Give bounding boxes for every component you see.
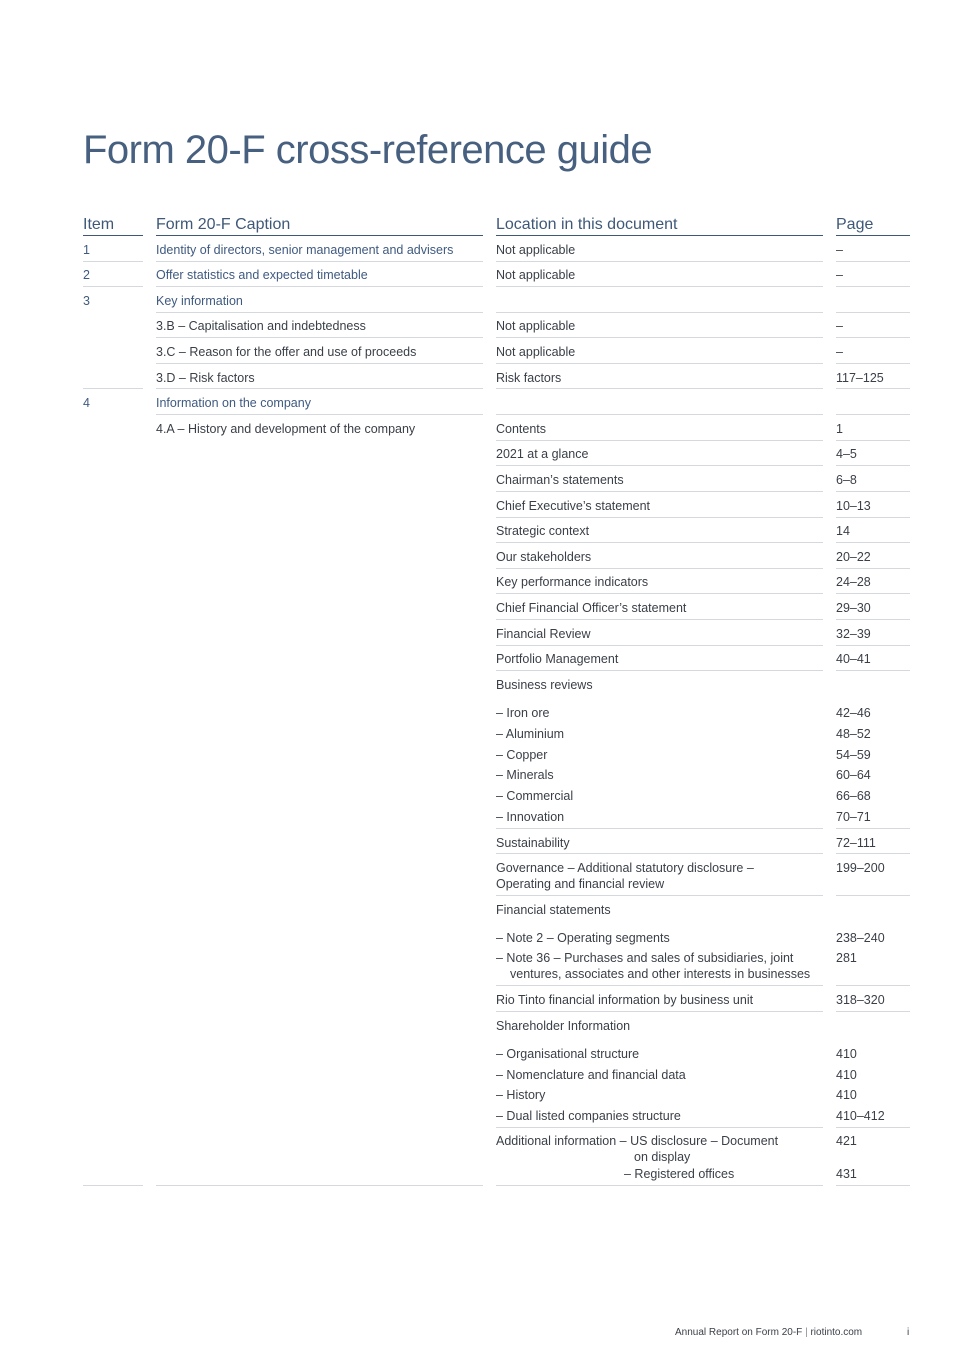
footer-text: [675, 1327, 862, 1338]
row-divider: [836, 593, 910, 594]
item-number: 2: [83, 268, 90, 282]
location-cell: Strategic context: [496, 524, 590, 538]
table-bottom-rule: [496, 1185, 823, 1186]
footer-separator: |: [805, 1327, 808, 1338]
location-cell: Governance – Additional statutory disclosure –: [496, 861, 754, 875]
row-divider: [496, 440, 823, 441]
header-caption: Form 20-F Caption: [156, 216, 483, 236]
row-divider: [496, 363, 823, 364]
page-cell: 60–64: [836, 768, 871, 782]
page-cell: 42–46: [836, 706, 871, 720]
page-cell: 72–111: [836, 836, 876, 850]
page-cell: 281: [836, 951, 857, 965]
page-cell: 70–71: [836, 810, 871, 824]
location-cell: Not applicable: [496, 268, 576, 282]
item-number: 4: [83, 396, 90, 410]
row-divider: [836, 465, 910, 466]
row-divider: [496, 491, 823, 492]
footer-report-title: Annual Report on Form 20-F: [675, 1327, 803, 1338]
page-cell: 48–52: [836, 727, 871, 741]
row-divider: [83, 261, 143, 262]
row-divider: [836, 619, 910, 620]
page-title: Form 20-F cross-reference guide: [83, 128, 653, 172]
item-caption: Key information: [156, 294, 243, 308]
footer-site: riotinto.com: [810, 1327, 863, 1338]
page-cell: 6–8: [836, 473, 857, 487]
item-number: 1: [83, 243, 90, 257]
row-divider: [496, 895, 823, 896]
list-item: – Copper: [496, 748, 548, 762]
sub-item-caption: 3.D – Risk factors: [156, 371, 255, 385]
row-divider: [496, 465, 823, 466]
row-divider: [836, 261, 910, 262]
location-cell: Chief Financial Officer’s statement: [496, 601, 687, 615]
row-divider: [836, 853, 910, 854]
page-cell: 40–41: [836, 652, 871, 666]
row-divider: [836, 363, 910, 364]
row-divider: [156, 261, 483, 262]
header-location: Location in this document: [496, 216, 823, 236]
page-cell: 54–59: [836, 748, 871, 762]
location-cell: Our stakeholders: [496, 550, 592, 564]
location-cell: Not applicable: [496, 243, 576, 257]
list-item: – History: [496, 1088, 546, 1102]
page-cell: 410: [836, 1047, 857, 1061]
row-divider: [836, 1011, 910, 1012]
row-divider: [836, 568, 910, 569]
page-cell: 410: [836, 1088, 857, 1102]
page-cell: 318–320: [836, 993, 885, 1007]
list-item: – Dual listed companies structure: [496, 1109, 681, 1123]
table-bottom-rule: [156, 1185, 483, 1186]
page-cell: –: [836, 319, 843, 333]
row-divider: [496, 542, 823, 543]
list-item: – Aluminium: [496, 727, 565, 741]
item-caption: Offer statistics and expected timetable: [156, 268, 368, 282]
row-divider: [836, 895, 910, 896]
page-cell: –: [836, 268, 843, 282]
row-divider: [496, 261, 823, 262]
row-divider: [836, 517, 910, 518]
page-cell: 24–28: [836, 575, 871, 589]
row-divider: [496, 593, 823, 594]
location-cell: Financial Review: [496, 627, 591, 641]
section-heading: Shareholder Information: [496, 1019, 631, 1033]
sub-item-caption: 3.B – Capitalisation and indebtedness: [156, 319, 366, 333]
row-divider: [496, 517, 823, 518]
row-divider: [496, 337, 823, 338]
row-divider: [836, 440, 910, 441]
page-cell: 199–200: [836, 861, 885, 875]
row-divider: [836, 542, 910, 543]
location-cell: Sustainability: [496, 836, 570, 850]
row-divider: [156, 312, 483, 313]
list-item: – Innovation: [496, 810, 565, 824]
page-cell: 29–30: [836, 601, 871, 615]
page-cell: 238–240: [836, 931, 885, 945]
page-cell: 410–412: [836, 1109, 885, 1123]
location-cell: Additional information – US disclosure – Document: [496, 1134, 779, 1148]
row-divider: [156, 363, 483, 364]
row-divider: [496, 1127, 823, 1128]
item-caption: Information on the company: [156, 396, 311, 410]
header-item: Item: [83, 216, 143, 236]
row-divider: [836, 645, 910, 646]
section-heading: Business reviews: [496, 678, 593, 692]
row-divider: [496, 568, 823, 569]
row-divider: [496, 645, 823, 646]
row-divider: [836, 828, 910, 829]
page-cell: 32–39: [836, 627, 871, 641]
sub-item-caption: 4.A – History and development of the company: [156, 422, 416, 436]
row-divider: [836, 388, 910, 389]
row-divider: [496, 1011, 823, 1012]
row-divider: [83, 388, 143, 389]
row-divider: [496, 619, 823, 620]
row-divider: [496, 985, 823, 986]
row-divider: [836, 670, 910, 671]
page-cell: 1: [836, 422, 843, 436]
row-divider: [496, 286, 823, 287]
row-divider: [836, 286, 910, 287]
sub-item-caption: 3.C – Reason for the offer and use of proceeds: [156, 345, 417, 359]
list-item: – Minerals: [496, 768, 554, 782]
location-cell: Contents: [496, 422, 547, 436]
row-divider: [836, 491, 910, 492]
row-divider: [496, 670, 823, 671]
row-divider: [836, 1127, 910, 1128]
location-cell: Not applicable: [496, 319, 576, 333]
row-divider: [836, 414, 910, 415]
table-bottom-rule: [83, 1185, 143, 1186]
list-item: – Note 2 – Operating segments: [496, 931, 670, 945]
location-cell-continued: – Registered offices: [624, 1167, 735, 1181]
page-cell: 20–22: [836, 550, 871, 564]
row-divider: [156, 414, 483, 415]
row-divider: [156, 337, 483, 338]
location-cell: Chairman’s statements: [496, 473, 624, 487]
page-cell: 410: [836, 1068, 857, 1082]
list-item: – Organisational structure: [496, 1047, 640, 1061]
item-caption: Identity of directors, senior management and advisers: [156, 243, 454, 257]
row-divider: [496, 312, 823, 313]
location-cell: Not applicable: [496, 345, 576, 359]
location-cell: Key performance indicators: [496, 575, 649, 589]
location-cell-continued: on display: [634, 1150, 691, 1164]
page-cell: –: [836, 345, 843, 359]
page-cell: 14: [836, 524, 850, 538]
page-cell: –: [836, 243, 843, 257]
item-number: 3: [83, 294, 90, 308]
row-divider: [496, 828, 823, 829]
page-cell: 10–13: [836, 499, 871, 513]
location-cell: Risk factors: [496, 371, 562, 385]
row-divider: [836, 337, 910, 338]
row-divider: [496, 388, 823, 389]
header-page: Page: [836, 216, 910, 236]
list-item: – Commercial: [496, 789, 574, 803]
row-divider: [496, 414, 823, 415]
row-divider: [83, 286, 143, 287]
page-cell: 117–125: [836, 371, 884, 385]
list-item-continued: ventures, associates and other interests in businesses: [510, 967, 811, 981]
location-cell: Portfolio Management: [496, 652, 619, 666]
page-cell: 421: [836, 1134, 857, 1148]
page-cell: 66–68: [836, 789, 871, 803]
list-item: – Note 36 – Purchases and sales of subsidiaries, joint: [496, 951, 794, 965]
row-divider: [836, 985, 910, 986]
location-cell: Chief Executive’s statement: [496, 499, 651, 513]
row-divider: [496, 853, 823, 854]
page-cell: 431: [836, 1167, 857, 1181]
list-item: – Nomenclature and financial data: [496, 1068, 686, 1082]
list-item: – Iron ore: [496, 706, 550, 720]
location-cell-continued: Operating and financial review: [496, 877, 665, 891]
page-number: i: [907, 1327, 910, 1338]
location-cell: Rio Tinto financial information by business unit: [496, 993, 754, 1007]
location-cell: 2021 at a glance: [496, 447, 589, 461]
table-bottom-rule: [836, 1185, 910, 1186]
row-divider: [156, 286, 483, 287]
row-divider: [836, 312, 910, 313]
section-heading: Financial statements: [496, 903, 611, 917]
row-divider: [156, 388, 483, 389]
page-cell: 4–5: [836, 447, 857, 461]
